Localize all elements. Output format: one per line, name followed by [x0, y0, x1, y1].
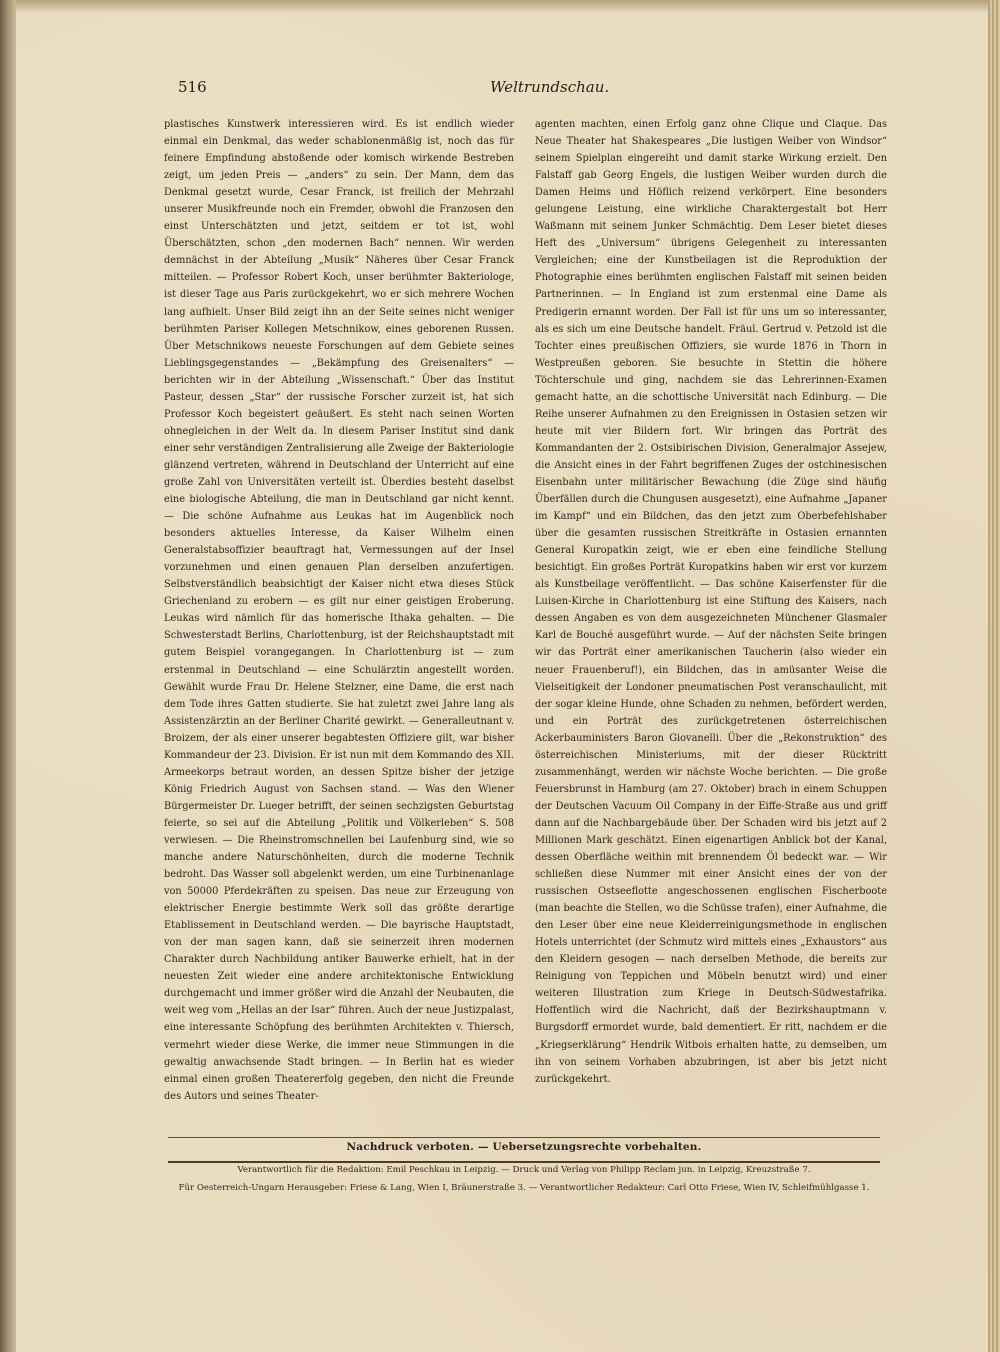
running-title: Weltrundschau.	[490, 78, 610, 96]
copyright-notice: Nachdruck verboten. — Uebersetzungsrechte vorbehalten.	[346, 1141, 702, 1153]
column-left-text: plastisches Kunstwerk interessieren wird. Es ist endlich wieder einmal ein Denkmal, das weder schablonenmäßig ist, noch das für feinere Empfindung abstoßende oder komisch wirkende Bestreben zeigt, um jeden Preis — „anders“ zu sein. Der Mann, dem das Denkmal gesetzt wurde, Cesar Franck, ist freilich der Mehrzahl unserer Musikfreunde noch ein Fremder, obwohl die Franzosen den einst Unterschätzten und jetzt, seitdem er tot ist, wohl Überschätzten, schon „den modernen Bach“ nennen. Wir werden demnächst in der Abteilung „Musik“ Näheres über Cesar Franck mitteilen. — Professor Robert Koch, unser berühmter Bakteriologe, ist dieser Tage aus Paris zurückgekehrt, wo er sich mehrere Wochen lang aufhielt. Unser Bild zeigt ihn an der Seite seines nicht weniger berühmten Pariser Kollegen Metschnikow, eines geborenen Russen. Über Metschnikows neueste Forschungen auf dem Gebiete seines Lieblingsgegenstandes — „Bekämpfung des Greisenalters“ — berichten wir in der Abteilung „Wissenschaft.“ Über das Institut Pasteur, dessen „Star“ der russische Forscher zurzeit ist, hat sich Professor Koch begeistert geäußert. Es steht nach seinen Worten ohnegleichen in der Welt da. In diesem Pariser Institut sind dank einer sehr verständigen Zentralisierung alle Zweige der Bakteriologie glänzend vertreten, während in Deutschland der Unterricht auf eine große Zahl von Universitäten verteilt ist. Überdies besteht daselbst eine biologische Abteilung, die man in Deutschland gar nicht kennt. — Die schöne Aufnahme aus Leukas hat im Augenblick noch besonders aktuelles Interesse, da Kaiser Wilhelm einen Generalstabsoffizier beauftragt hat, Vermessungen auf der Insel vorzunehmen und einen genauen Plan derselben anzufertigen. Selbstverständlich beabsichtigt der Kaiser nicht etwa dieses Stück Griechenland zu erobern — es gilt nur einer geistigen Eroberung. Leukas wird nämlich für das homerische Ithaka gehalten. — Die Schwesterstadt Berlins, Charlottenburg, ist der Reichshauptstadt mit gutem Beispiel vorangegangen. In Charlottenburg ist — zum erstenmal in Deutschland — eine Schulärztin angestellt worden. Gewählt wurde Frau Dr. Helene Stelzner, eine Dame, die erst nach dem Tode ihres Gatten studierte. Sie hat zuletzt zwei Jahre lang als Assistenzärztin an der Berliner Charité gewirkt. — Generalleutnant v. Broizem, der als einer unserer begabtesten Offiziere gilt, war bisher Kommandeur der 23. Division. Er ist nun mit dem Kommando des XII. Armeekorps betraut worden, an dessen Spitze bisher der jetzige König Friedrich August von Sachsen stand. — Was den Wiener Bürgermeister Dr. Lueger betrifft, der seinen sechzigsten Geburtstag feierte, so sei auf die Abteilung „Politik und Völkerleben“ S. 508 verwiesen. — Die Rheinstromschnellen bei Laufenburg sind, wie so manche andere Naturschönheiten, durch die moderne Technik bedroht. Das Wasser soll abgelenkt werden, um eine Turbinenanlage von 50000 Pferdekräften zu speisen. Das neue zur Erzeugung von elektrischer Energie bestimmte Werk soll das größte derartige Etablissement in Deutschland werden. — Die bayrische Hauptstadt, von der man sagen kann, daß sie seinerzeit ihren modernen Charakter durch Nachbildung antiker Bauwerke erhielt, hat in der neuesten Zeit wieder eine andere architektonische Entwicklung durchgemacht und immer größer wird die Anzahl der Neubauten, die weit weg vom „Hellas an der Isar“ führen. Auch der neue Justizpalast, eine interessante Schöpfung des berühmten Architekten v. Thiersch, vermehrt wieder diese Werke, die immer neue Stimmungen in die gewaltig anwachsende Stadt bringen. — In Berlin hat es wieder einmal einen großen Theatererfolg gegeben, den nicht die Freunde des Autors und seines Theater-	[164, 119, 514, 1102]
imprint-editorial: Verantwortlich für die Redaktion: Emil Peschkau in Leipzig. — Druck und Verlag von Philipp Reclam jun. in Leipzig, Kreuzstraße 7.	[237, 1165, 811, 1175]
text-column-right	[535, 116, 887, 1088]
page-stack-edge	[988, 0, 1000, 1352]
page-top-edge	[16, 0, 988, 12]
book-binding	[0, 0, 16, 1352]
page-header	[178, 72, 878, 102]
imprint-austria: Für Oesterreich-Ungarn Herausgeber: Friese & Lang, Wien I, Bräunerstraße 3. — Verantwortlicher Redakteur: Carl Otto Friese, Wien IV, Schleifmühlgasse 1.	[178, 1183, 870, 1193]
page-number: 516	[178, 78, 207, 96]
footer-rule-top	[168, 1137, 880, 1138]
text-column-left	[164, 116, 514, 1105]
column-right-text: agenten machten, einen Erfolg ganz ohne Clique und Claque. Das Neue Theater hat Shakespeares „Die lustigen Weiber von Windsor“ seinem Spielplan eingereiht und damit starke Wirkung erzielt. Den Falstaff gab Georg Engels, die lustigen Weiber wurden durch die Damen Heims und Höflich reizend verkörpert. Eine besonders gelungene Leistung, eine wirkliche Charaktergestalt bot Herr Waßmann mit seinem Junker Schmächtig. Dem Leser bietet dieses Heft des „Universum“ übrigens Gelegenheit zu interessanten Vergleichen; eine der Kunstbeilagen ist die Reproduktion der Photographie eines berühmten englischen Falstaff mit seinen beiden Partnerinnen. — In England ist zum erstenmal eine Dame als Predigerin ernannt worden. Der Fall ist für uns um so interessanter, als es sich um eine Deutsche handelt. Fräul. Gertrud v. Petzold ist die Tochter eines preußischen Offiziers, sie wurde 1876 in Thorn in Westpreußen geboren. Sie besuchte in Stettin die höhere Töchterschule und ging, nachdem sie das Lehrerinnen-Examen gemacht hatte, an die schottische Universität nach Edinburg. — Die Reihe unserer Aufnahmen zu den Ereignissen in Ostasien setzen wir heute mit vier Bildern fort. Wir bringen das Porträt des Kommandanten der 2. Ostsibirischen Division, Generalmajor Assejew, die Ansicht eines in der Fahrt begriffenen Zuges der ostchinesischen Eisenbahn unter militärischer Bewachung (die Züge sind häufig Überfällen durch die Chungusen ausgesetzt), eine Aufnahme „Japaner im Kampf“ und ein Bildchen, das den jetzt zum Oberbefehlshaber über die gesamten russischen Streitkräfte in Ostasien ernannten General Kuropatkin zeigt, wie er eben eine feindliche Stellung besichtigt. Ein großes Porträt Kuropatkins haben wir erst vor kurzem als Kunstbeilage veröffentlicht. — Das schöne Kaiserfenster für die Luisen-Kirche in Charlottenburg ist eine Stiftung des Kaisers, nach dessen Angaben es von dem ausgezeichneten Münchener Glasmaler Karl de Bouché ausgeführt wurde. — Auf der nächsten Seite bringen wir das Porträt einer amerikanischen Taucherin (also wieder ein neuer Frauenberuf!), ein Bildchen, das in amüsanter Weise die Vielseitigkeit der Londoner pneumatischen Post veranschaulicht, mit der sogar kleine Hunde, ohne Schaden zu nehmen, befördert werden, und ein Porträt des zurückgetretenen österreichischen Ackerbauministers Baron Giovanelli. Über die „Rekonstruktion“ des österreichischen Ministeriums, mit der dieser Rücktritt zusammenhängt, werden wir nächste Woche berichten. — Die große Feuersbrunst in Hamburg (am 27. Oktober) brach in einem Schuppen der Deutschen Vacuum Oil Company in der Eiffe-Straße aus und griff dann auf die Nachbargebäude über. Der Schaden wird bis jetzt auf 2 Millionen Mark geschätzt. Einen eigenartigen Anblick bot der Kanal, dessen Oberfläche weithin mit brennendem Öl bedeckt war. — Wir schließen diese Nummer mit einer Ansicht eines der von der russischen Ostseeflotte angeschossenen englischen Fischerboote (man beachte die Stellen, wo die Schüsse trafen), einer Aufnahme, die den Leser über eine neue Kleiderreinigungsmethode in englischen Hotels unterrichtet (der Schmutz wird mittels eines „Exhaustors“ aus den Kleidern gesogen — nach derselben Methode, die bereits zur Reinigung von Teppichen und Möbeln benutzt wird) und einer weiteren Illustration zum Kriege in Deutsch-Südwestafrika. Hoffentlich wird die Nachricht, daß der Bezirkshauptmann v. Burgsdorff ermordet wurde, bald dementiert. Er ritt, nachdem er die „Kriegserklärung“ Hendrik Witbois erhalten hatte, zu demselben, um ihn von seinem Vorhaben abzubringen, ist aber bis jetzt nicht zurückgekehrt.	[535, 119, 887, 1085]
